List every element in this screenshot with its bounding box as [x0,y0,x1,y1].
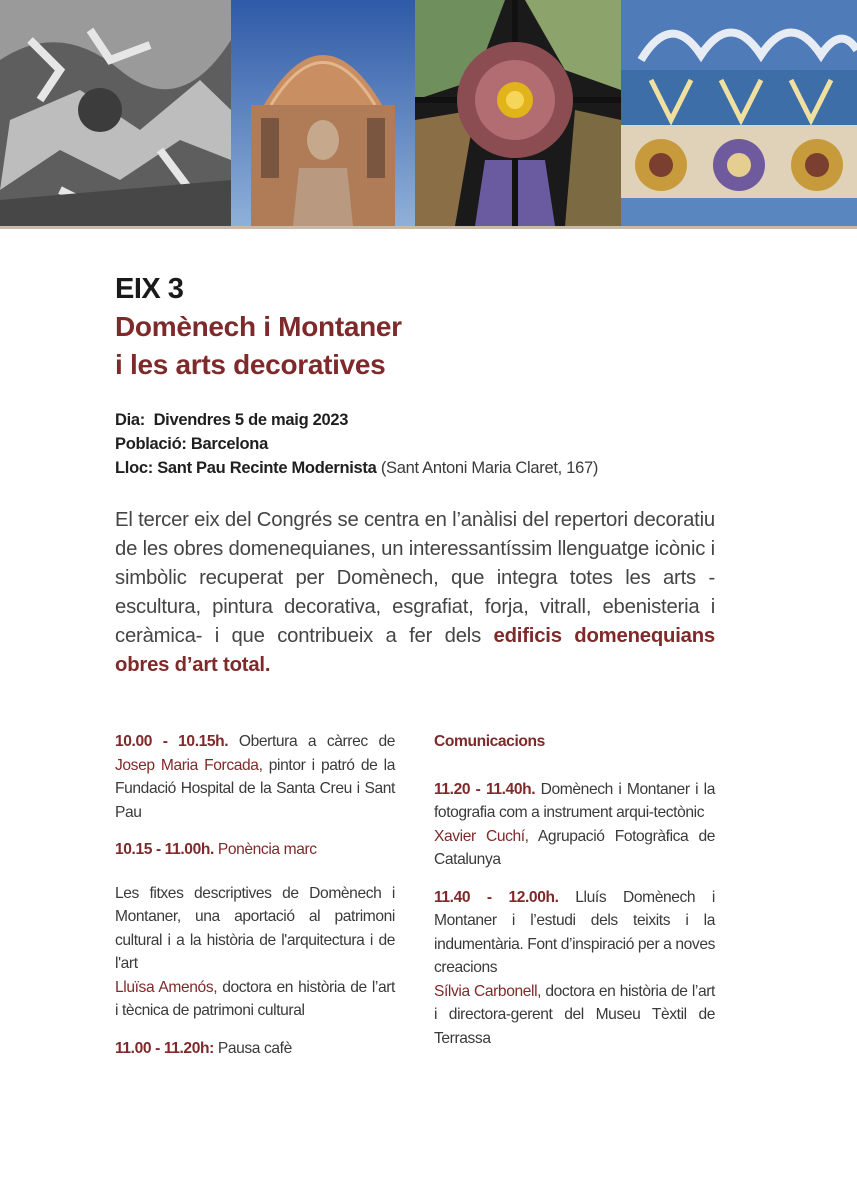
stained-glass-window-image [415,0,621,226]
item-text: Les fitxes descriptives de Domènech i Montaner, una aportació al patrimoni cultural i a la història de l'arquitectura i de l'art [115,884,395,972]
item-text: Domènech i Montaner i la fotografia com a instrument arqui-tectònic [434,780,715,821]
program-item [434,778,715,872]
speaker-role: doctora en història de l’art i tècnica de patrimoni cultural [115,978,395,1019]
time-slot: 11.20 - 11.40h. [434,780,536,798]
intro-highlight: edificis domenequians obres d’art total. [115,625,716,676]
speaker-role: Agrupació Fotogràfica de Catalunya [434,827,715,868]
speaker-name: Josep Maria Forcada, [115,756,263,774]
program-item [115,730,395,824]
section-heading [434,730,715,754]
communications-heading: Comunicacions [434,733,545,750]
program-right-column [434,730,715,1064]
venue-address: (Sant Antoni Maria Claret, 167) [380,459,599,477]
axis-title-line1: Domènech i Montaner [115,311,402,342]
event-info [115,408,598,480]
intro-text: El tercer eix del Congrés se centra en l’anàlisi del repertori decoratiu de les obres domenequianes, un interessantíssim llenguatge icònic i simbòlic recuperat per Domènech, que integra totes les arts -escultura, pintura decorativa, esgrafiat, forja, vitrall, ebenisteria i ceràmica- i que contribueix a fer dels [115,509,715,647]
date-label: Dia: [115,411,145,429]
wrought-iron-sculpture-image [0,0,231,226]
item-title: Ponència marc [217,841,317,858]
city-label: Població: [115,435,187,453]
program-item [115,838,395,862]
venue-row [115,456,598,480]
speaker-name: Lluïsa Amenós, [115,978,218,996]
venue-label: Lloc: [115,459,153,477]
ceramic-tiles-image [621,0,857,226]
item-text: Lluís Domènech i Montaner i l’estudi dels teixits i la indumentària. Font d’inspiració per a noves creacions [434,888,715,976]
intro-paragraph [115,506,715,680]
date-value: Divendres 5 de maig 2023 [153,411,349,429]
axis-title-line2: i les arts decoratives [115,349,386,380]
axis-label: EIX 3 [115,273,184,305]
time-slot: 10.00 - 10.15h. [115,733,229,750]
program-item [115,1037,395,1061]
speaker-name: Xavier Cuchí, [434,827,529,845]
city-value: Barcelona [190,435,268,453]
speaker-name: Sílvia Carbonell, [434,982,542,1000]
dome-bust-sculpture-image [231,0,415,226]
item-text: Obertura a càrrec de [238,733,395,750]
time-slot: 11.40 - 12.00h. [434,888,559,906]
program-left-column [115,730,395,1074]
time-slot: 11.00 - 11.20h: [115,1039,214,1057]
axis-heading [115,270,715,384]
venue-value: Sant Pau Recinte Modernista [157,459,377,477]
program-item [115,882,395,1023]
city-row [115,432,598,456]
item-text: Pausa cafè [217,1039,292,1057]
speaker-role: pintor i patró de la Fundació Hospital de la Santa Creu i Sant Pau [115,756,395,821]
date-row [115,408,598,432]
program-item [434,886,715,1051]
speaker-role: doctora en història de l’art i directora-gerent del Museu Tèxtil de Terrassa [434,982,715,1047]
time-slot: 10.15 - 11.00h. [115,841,214,858]
header-image-banner [0,0,857,229]
